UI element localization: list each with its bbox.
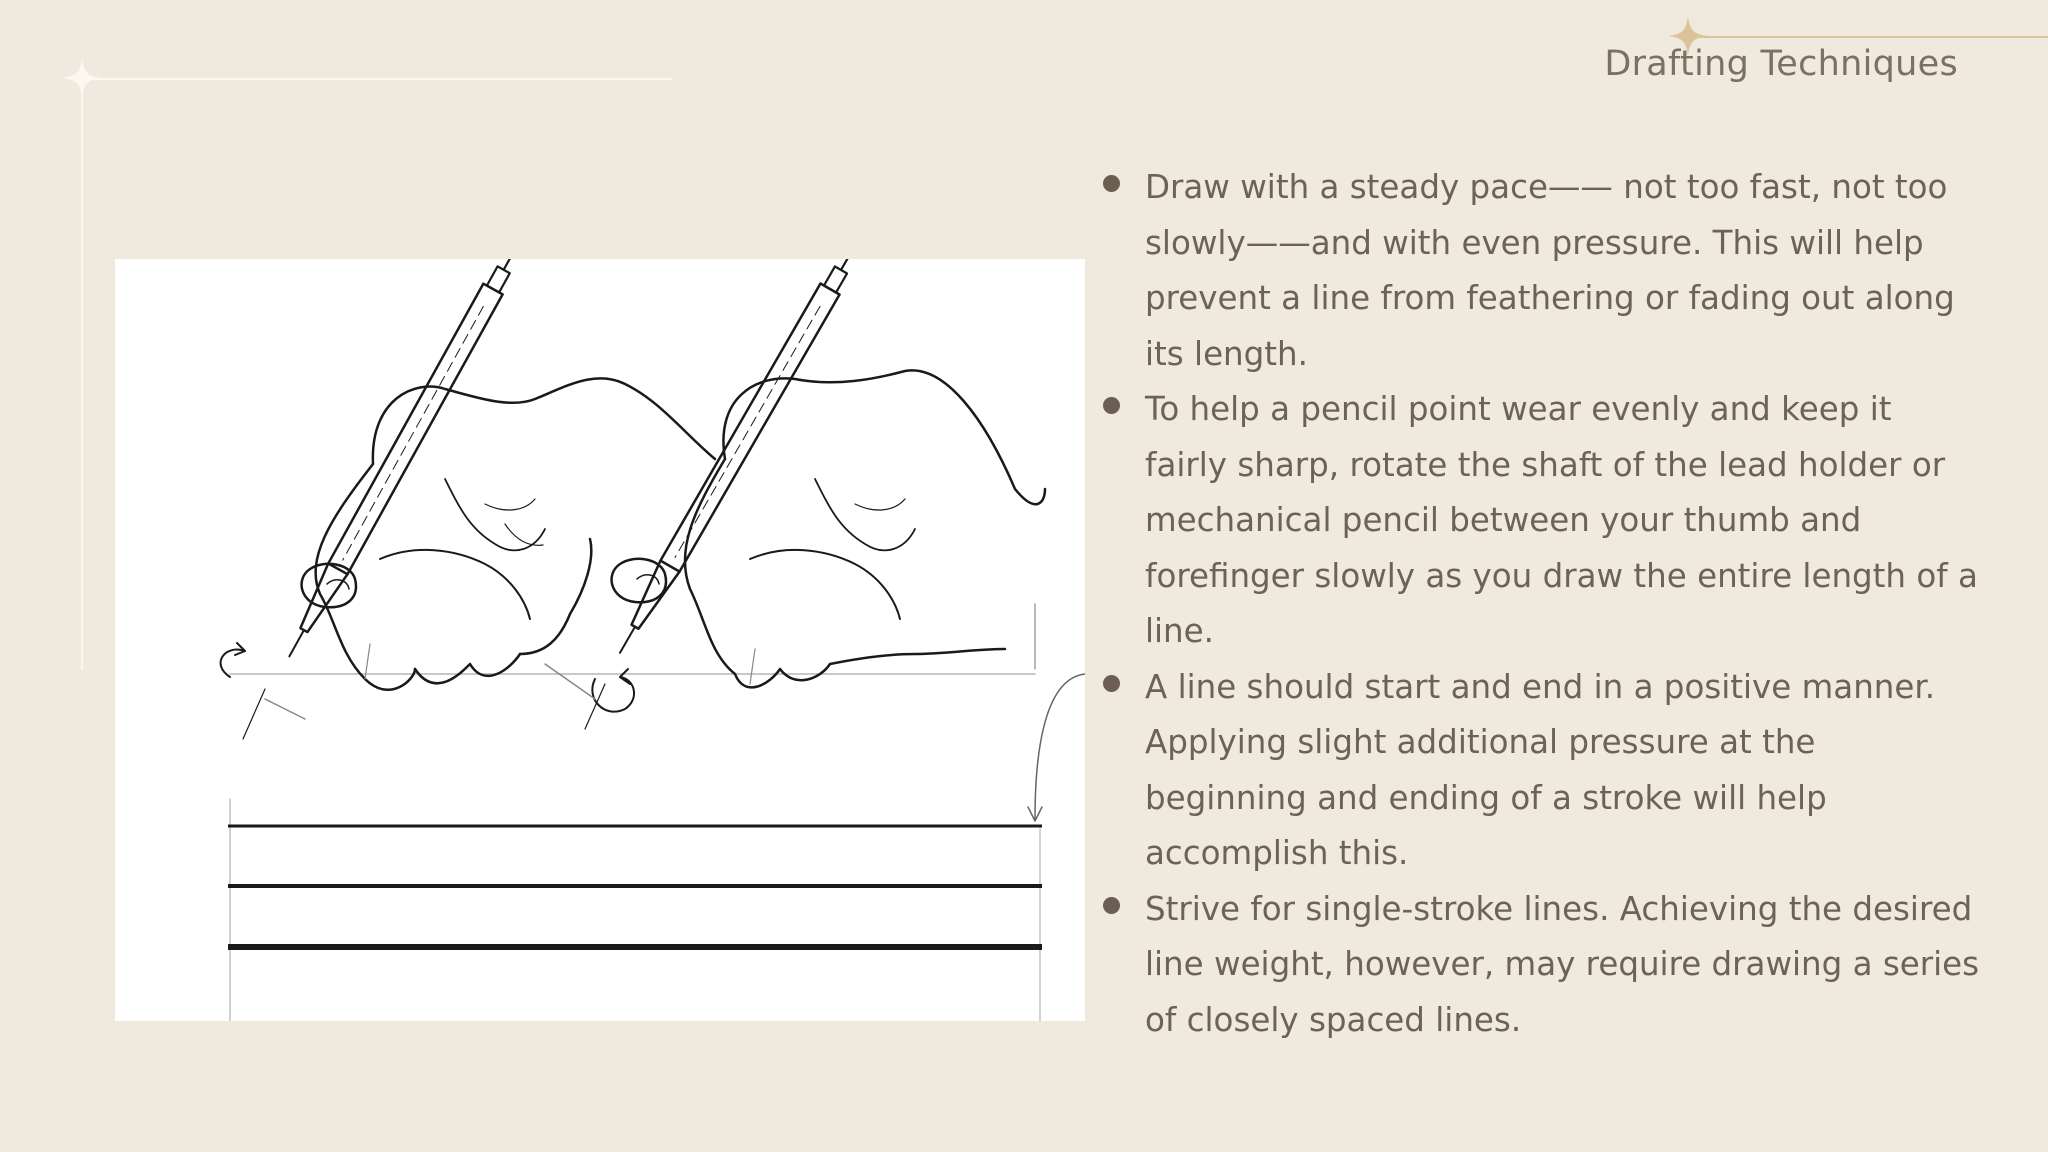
list-item-text: Strive for single-stroke lines. Achieving the desired line weight, however, may require drawing a series of closely spaced lines.: [1145, 889, 1980, 1039]
decorative-line-top-right: [1688, 36, 2048, 38]
bullet-dot-icon: [1103, 175, 1120, 192]
list-item: [1100, 382, 1980, 660]
hand-drawing-pencil-illustration: [115, 259, 1085, 1021]
pencil-hands-drawing: [115, 259, 1085, 1021]
list-item-text: Draw with a steady pace—— not too fast, not too slowly——and with even pressure. This will help prevent a line from feathering or fading out along its length.: [1145, 168, 1955, 373]
list-item: [1100, 160, 1980, 382]
bullet-dot-icon: [1103, 675, 1120, 692]
list-item-text: A line should start and end in a positive manner. Applying slight additional pressure at the beginning and ending of a stroke will help accomplish this.: [1145, 667, 1936, 872]
list-item: [1100, 660, 1980, 882]
sparkle-icon: [62, 58, 102, 98]
bullet-dot-icon: [1103, 897, 1120, 914]
technique-list: [1100, 160, 1980, 1048]
decorative-line-left-vertical: [81, 80, 83, 670]
bullet-dot-icon: [1103, 397, 1120, 414]
list-item-text: To help a pencil point wear evenly and keep it fairly sharp, rotate the shaft of the lead holder or mechanical pencil between your thumb and forefinger slowly as you draw the entire length of a line.: [1145, 390, 1978, 650]
decorative-line-top-left: [82, 78, 672, 80]
list-item: [1100, 882, 1980, 1049]
slide-title: Drafting Techniques: [1604, 44, 1958, 84]
